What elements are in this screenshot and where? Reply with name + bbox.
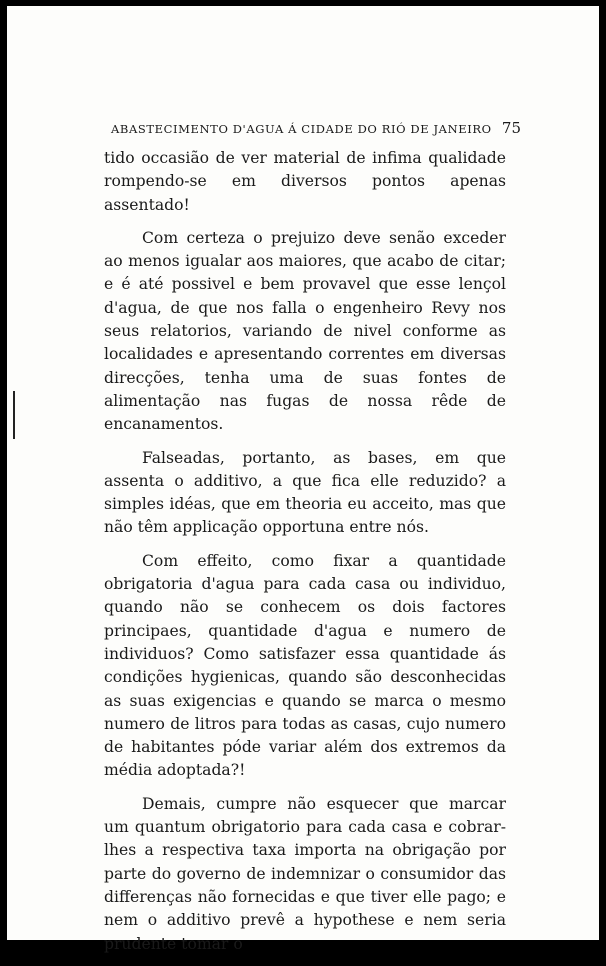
scan-margin-mark: [13, 391, 15, 439]
paragraph-com-effeito: Com effeito, como fixar a quantidade obrigatoria d'agua para cada casa ou individuo, quando não se conhecem os dois factores principaes, quantidade d'agua e numero de individuos? Como satisfazer essa quantidade ás condições hygienicas, quando são desconhecidas as suas exigencias e quando se marca o mesmo numero de litros para todas as casas, cujo numero de habitantes póde variar além dos extremos da média adoptada?!: [104, 551, 506, 780]
running-title: ABASTECIMENTO D'AGUA Á CIDADE DO RIÓ DE JANEIRO: [111, 122, 492, 136]
paragraph-demais: Demais, cumpre não esquecer que marcar um quantum obrigatorio para cada casa e cobrar-lhes a respectiva taxa importa na obrigação por parte do governo de indemnizar o consumidor das differenças não fornecidas e que tiver elle pago; e nem o additivo prevê a hypothese e nem seria prudente tomar o: [104, 794, 506, 953]
page-number: 75: [501, 119, 521, 137]
paragraph-falseadas: Falseadas, portanto, as bases, em que assenta o additivo, a que fica elle reduzido? a simples idéas, que em theoria eu acceito, mas que não têm applicação opportuna entre nós.: [104, 448, 506, 537]
book-page: [7, 6, 599, 953]
running-header: [111, 119, 521, 137]
paragraph-prejuizo: Com certeza o prejuizo deve senão exceder ao menos igualar aos maiores, que acabo de citar; e é até possivel e bem provavel que esse lençol d'agua, de que nos falla o engenheiro Revy nos seus relatorios, variando de nivel conforme as localidades e apresentando correntes em diversas direcções, tenha uma de suas fontes de alimentação nas fugas de nossa rêde de encanamentos.: [104, 228, 506, 434]
page-body: [104, 147, 506, 966]
paragraph-continuation: tido occasião de ver material de infima qualidade rompendo-se em diversos pontos apenas assentado!: [104, 149, 506, 214]
